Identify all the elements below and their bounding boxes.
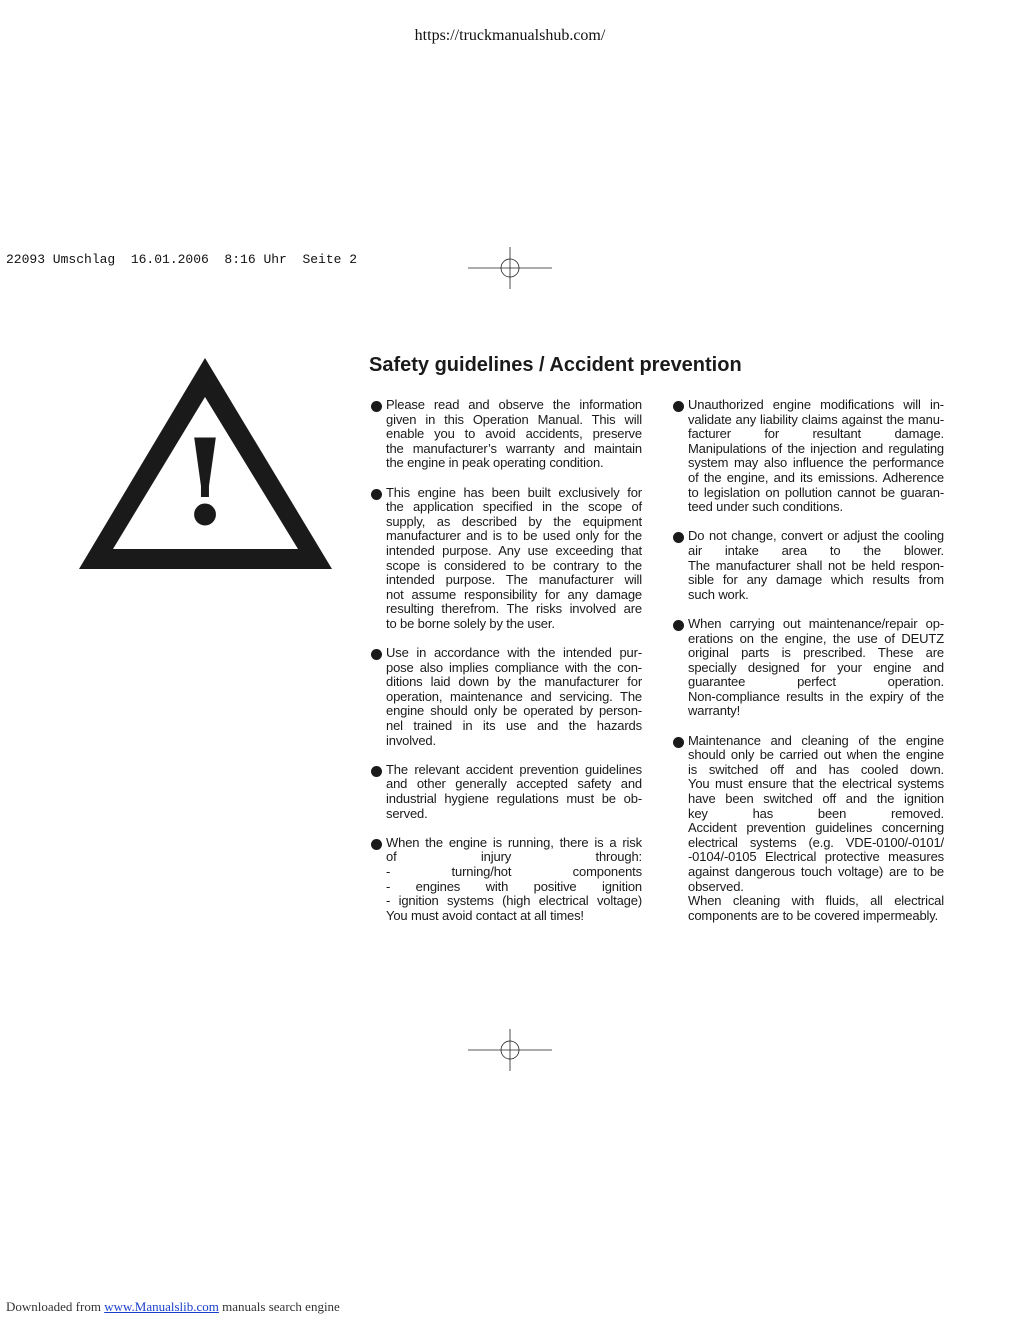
bullet-text	[386, 398, 642, 471]
text-line: pose also implies compliance with the con-	[386, 659, 642, 675]
bullet-icon	[673, 737, 684, 748]
print-slug: 22093 Umschlag 16.01.2006 8:16 Uhr Seite 2	[6, 252, 358, 267]
text-line: the application specified in the scope of	[386, 499, 642, 515]
bullet-icon	[673, 532, 684, 543]
footer-prefix: Downloaded from	[6, 1299, 101, 1314]
bullet-item	[371, 486, 642, 632]
text-line: to legislation on pollution cannot be guaran-	[688, 484, 944, 500]
bullet-text	[688, 734, 944, 924]
bullet-icon	[673, 620, 684, 631]
text-line: The relevant accident prevention guidelines	[386, 761, 642, 777]
text-line: facturer for resultant damage.	[688, 426, 944, 442]
bullet-icon	[371, 401, 382, 412]
text-line: guarantee perfect operation.	[688, 674, 944, 690]
bullet-item	[371, 763, 642, 821]
text-line: The manufacturer shall not be held respon-	[688, 557, 944, 573]
text-line: - engines with positive ignition	[386, 878, 642, 894]
text-line: and other generally accepted safety and	[386, 776, 642, 792]
text-line: the manufacturer’s warranty and maintain	[386, 440, 642, 456]
text-line: - ignition systems (high electrical voltage)	[386, 893, 642, 909]
crop-mark-bottom-icon	[468, 1029, 552, 1071]
text-line: the engine in peak operating condition.	[386, 455, 604, 471]
bullet-text	[688, 617, 944, 719]
bullet-text	[386, 486, 642, 632]
text-line: Non-compliance results in the expiry of the	[688, 688, 944, 704]
text-line: components are to be covered impermeably.	[688, 907, 939, 923]
bullet-item	[371, 398, 642, 471]
text-line: have been switched off and the ignition	[688, 791, 944, 807]
text-line: key has been removed.	[688, 805, 944, 821]
text-line: -0104/-0105 Electrical protective measures	[688, 849, 944, 865]
right-column	[673, 398, 944, 938]
left-column	[371, 398, 642, 938]
text-line: - turning/hot components	[386, 864, 642, 879]
text-line: observed.	[688, 878, 744, 894]
text-line: to be borne solely by the user.	[386, 615, 555, 631]
bullet-text	[386, 646, 642, 748]
text-line: specially designed for your engine and	[688, 659, 944, 675]
source-url: https://truckmanualshub.com/	[414, 27, 606, 44]
bullet-text	[386, 836, 642, 924]
text-line: Unauthorized engine modifications will in-	[688, 397, 944, 412]
text-line: against dangerous touch voltage) are to be	[688, 864, 944, 879]
text-line: When the engine is running, there is a risk	[386, 834, 642, 850]
text-line: intended purpose. The manufacturer will	[386, 572, 642, 588]
text-line: given in this Operation Manual. This will	[386, 411, 642, 427]
text-line: manufacturer and is to be used only for the	[386, 528, 642, 544]
text-line: intended purpose. Any use exceeding that	[386, 542, 642, 558]
warning-triangle-icon	[78, 356, 334, 572]
text-line: enable you to avoid accidents, preserve	[386, 426, 642, 442]
bullet-icon	[371, 766, 382, 777]
text-line: Please read and observe the information	[386, 397, 642, 412]
text-line: validate any liability claims against the manu-	[688, 411, 944, 427]
text-line: teed under such conditions.	[688, 499, 843, 515]
text-line: sible for any damage which results from	[688, 572, 944, 588]
text-line: industrial hygiene regulations must be ob-	[386, 791, 642, 807]
crop-mark-top-icon	[468, 247, 552, 289]
text-line: Manipulations of the injection and regulating	[688, 440, 944, 456]
text-line: Maintenance and cleaning of the engine	[688, 732, 944, 748]
text-line: When carrying out maintenance/repair op-	[688, 615, 944, 631]
bullet-text	[386, 763, 642, 821]
bullet-item	[371, 646, 642, 748]
text-line: original parts is prescribed. These are	[688, 645, 944, 661]
text-line: of the engine, and its emissions. Adherence	[688, 469, 944, 485]
footer	[6, 1299, 340, 1315]
text-line: electrical systems (e.g. VDE-0100/-0101/	[688, 834, 944, 850]
text-line: system may also influence the performance	[688, 455, 944, 471]
bullet-item	[673, 398, 944, 515]
text-line: involved.	[386, 732, 436, 748]
text-line: Accident prevention guidelines concerning	[688, 820, 944, 836]
bullet-item	[371, 836, 642, 924]
text-line: resulting therefrom. The risks involved are	[386, 601, 642, 617]
text-line: engine should only be operated by person-	[386, 703, 642, 719]
section-title: Safety guidelines / Accident prevention	[369, 354, 742, 376]
text-line: When cleaning with fluids, all electrical	[688, 893, 944, 909]
text-line: ditions laid down by the manufacturer for	[386, 674, 642, 690]
footer-suffix: manuals search engine	[222, 1299, 340, 1314]
bullet-text	[688, 529, 944, 602]
bullet-item	[673, 734, 944, 924]
text-line: erations on the engine, the use of DEUTZ	[688, 630, 944, 646]
text-line: not assume responsibility for any damage	[386, 586, 642, 602]
bullet-item	[673, 617, 944, 719]
bullet-icon	[673, 401, 684, 412]
bullet-item	[673, 529, 944, 602]
bullet-icon	[371, 489, 382, 500]
text-line: such work.	[688, 586, 749, 602]
text-line: warranty!	[688, 703, 741, 719]
text-line: This engine has been built exclusively for	[386, 484, 642, 500]
text-line: Use in accordance with the intended pur-	[386, 645, 642, 661]
text-line: operation, maintenance and servicing. The	[386, 688, 642, 704]
text-line: nel trained in its use and the hazards	[386, 718, 642, 734]
text-line: supply, as described by the equipment	[386, 513, 642, 529]
bullet-text	[688, 398, 944, 515]
text-line: is switched off and has cooled down.	[688, 761, 944, 777]
manualslib-link[interactable]: www.Manualslib.com	[104, 1299, 219, 1314]
text-line: Do not change, convert or adjust the cooling	[688, 528, 944, 544]
exclamation-mark: !	[179, 413, 231, 552]
bullet-icon	[371, 649, 382, 660]
text-line: served.	[386, 805, 428, 821]
text-line: of injury through:	[386, 849, 642, 865]
text-line: You must ensure that the electrical systems	[688, 776, 944, 792]
text-line: You must avoid contact at all times!	[386, 907, 584, 923]
bullet-icon	[371, 839, 382, 850]
text-line: should only be carried out when the engine	[688, 747, 944, 763]
text-line: air intake area to the blower.	[688, 542, 944, 558]
text-line: scope is considered to be contrary to the	[386, 557, 642, 573]
